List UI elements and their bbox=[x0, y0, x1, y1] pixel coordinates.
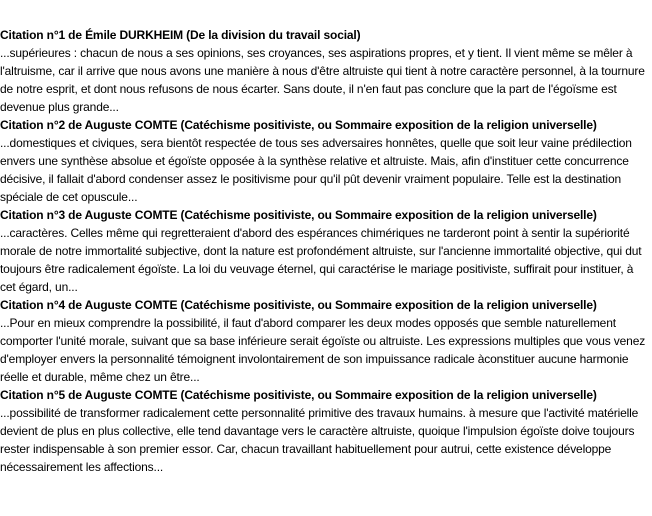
citation-text: ...possibilité de transformer radicalement cette personnalité primitive des travaux humains. à mesure que l'activité matérielle devient de plus en plus collective, elle tend davantage vers le caractère altruiste, quoique l'impulsion égoïste doive toujours rester indispensable à son premier essor. Car, chacun travaillant habituellement pour autrui, cette existence développe nécessairement les affections... bbox=[0, 406, 639, 474]
citation-title: Citation n°4 de Auguste COMTE (Catéchisme positiviste, ou Sommaire exposition de la religion universelle) bbox=[0, 298, 597, 312]
citation-list bbox=[0, 26, 650, 476]
citation-5 bbox=[0, 386, 650, 476]
citation-3 bbox=[0, 206, 650, 296]
citation-1 bbox=[0, 26, 650, 116]
citation-title: Citation n°3 de Auguste COMTE (Catéchisme positiviste, ou Sommaire exposition de la religion universelle) bbox=[0, 208, 597, 222]
citation-text: ...domestiques et civiques, sera bientôt respectée de tous ses adversaires honnêtes, quelle que soit leur vaine prédilection envers une synthèse absolue et égoïste opposée à la synthèse relative et altruiste. Mais, afin d'instituer cette concurrence décisive, il fallait d'abord condenser assez le positivisme pour qu'il pût devenir vraiment populaire. Telle est la destination spéciale de cet opuscule... bbox=[0, 136, 632, 204]
citation-title: Citation n°5 de Auguste COMTE (Catéchisme positiviste, ou Sommaire exposition de la religion universelle) bbox=[0, 388, 597, 402]
citation-4 bbox=[0, 296, 650, 386]
citation-text: ...Pour en mieux comprendre la possibilité, il faut d'abord comparer les deux modes opposés que semble naturellement comporter l'unité morale, suivant que sa base inférieure serait égoïste ou altruiste. Les expressions multiples que vous venez d'employer envers la personnalité témoignent involontairement de son impuissance radicale àconstituer aucune harmonie réelle et durable, même chez un être... bbox=[0, 316, 646, 384]
citation-2 bbox=[0, 116, 650, 206]
citation-text: ...caractères. Celles même qui regretteraient d'abord des espérances chimériques ne tarderont point à sentir la supériorité morale de notre immortalité subjective, dont la nature est profondément altruiste, sur l'ancienne immortalité objective, qui dut toujours être radicalement égoïste. La loi du veuvage éternel, qui caractérise le mariage positiviste, suffirait pour instituer, à cet égard, un... bbox=[0, 226, 642, 294]
citation-title: Citation n°2 de Auguste COMTE (Catéchisme positiviste, ou Sommaire exposition de la religion universelle) bbox=[0, 118, 597, 132]
citation-text: ...supérieures : chacun de nous a ses opinions, ses croyances, ses aspirations propres, et y tient. Il vient même se mêler à l'altruisme, car il arrive que nous avons une manière à nous d'être altruiste qui tient à notre caractère personnel, à la tournure de notre esprit, et dont nous refusons de nous écarter. Sans doute, il n'en faut pas conclure que la part de l'égoïsme est devenue plus grande... bbox=[0, 46, 645, 114]
citation-title: Citation n°1 de Émile DURKHEIM (De la division du travail social) bbox=[0, 28, 361, 42]
